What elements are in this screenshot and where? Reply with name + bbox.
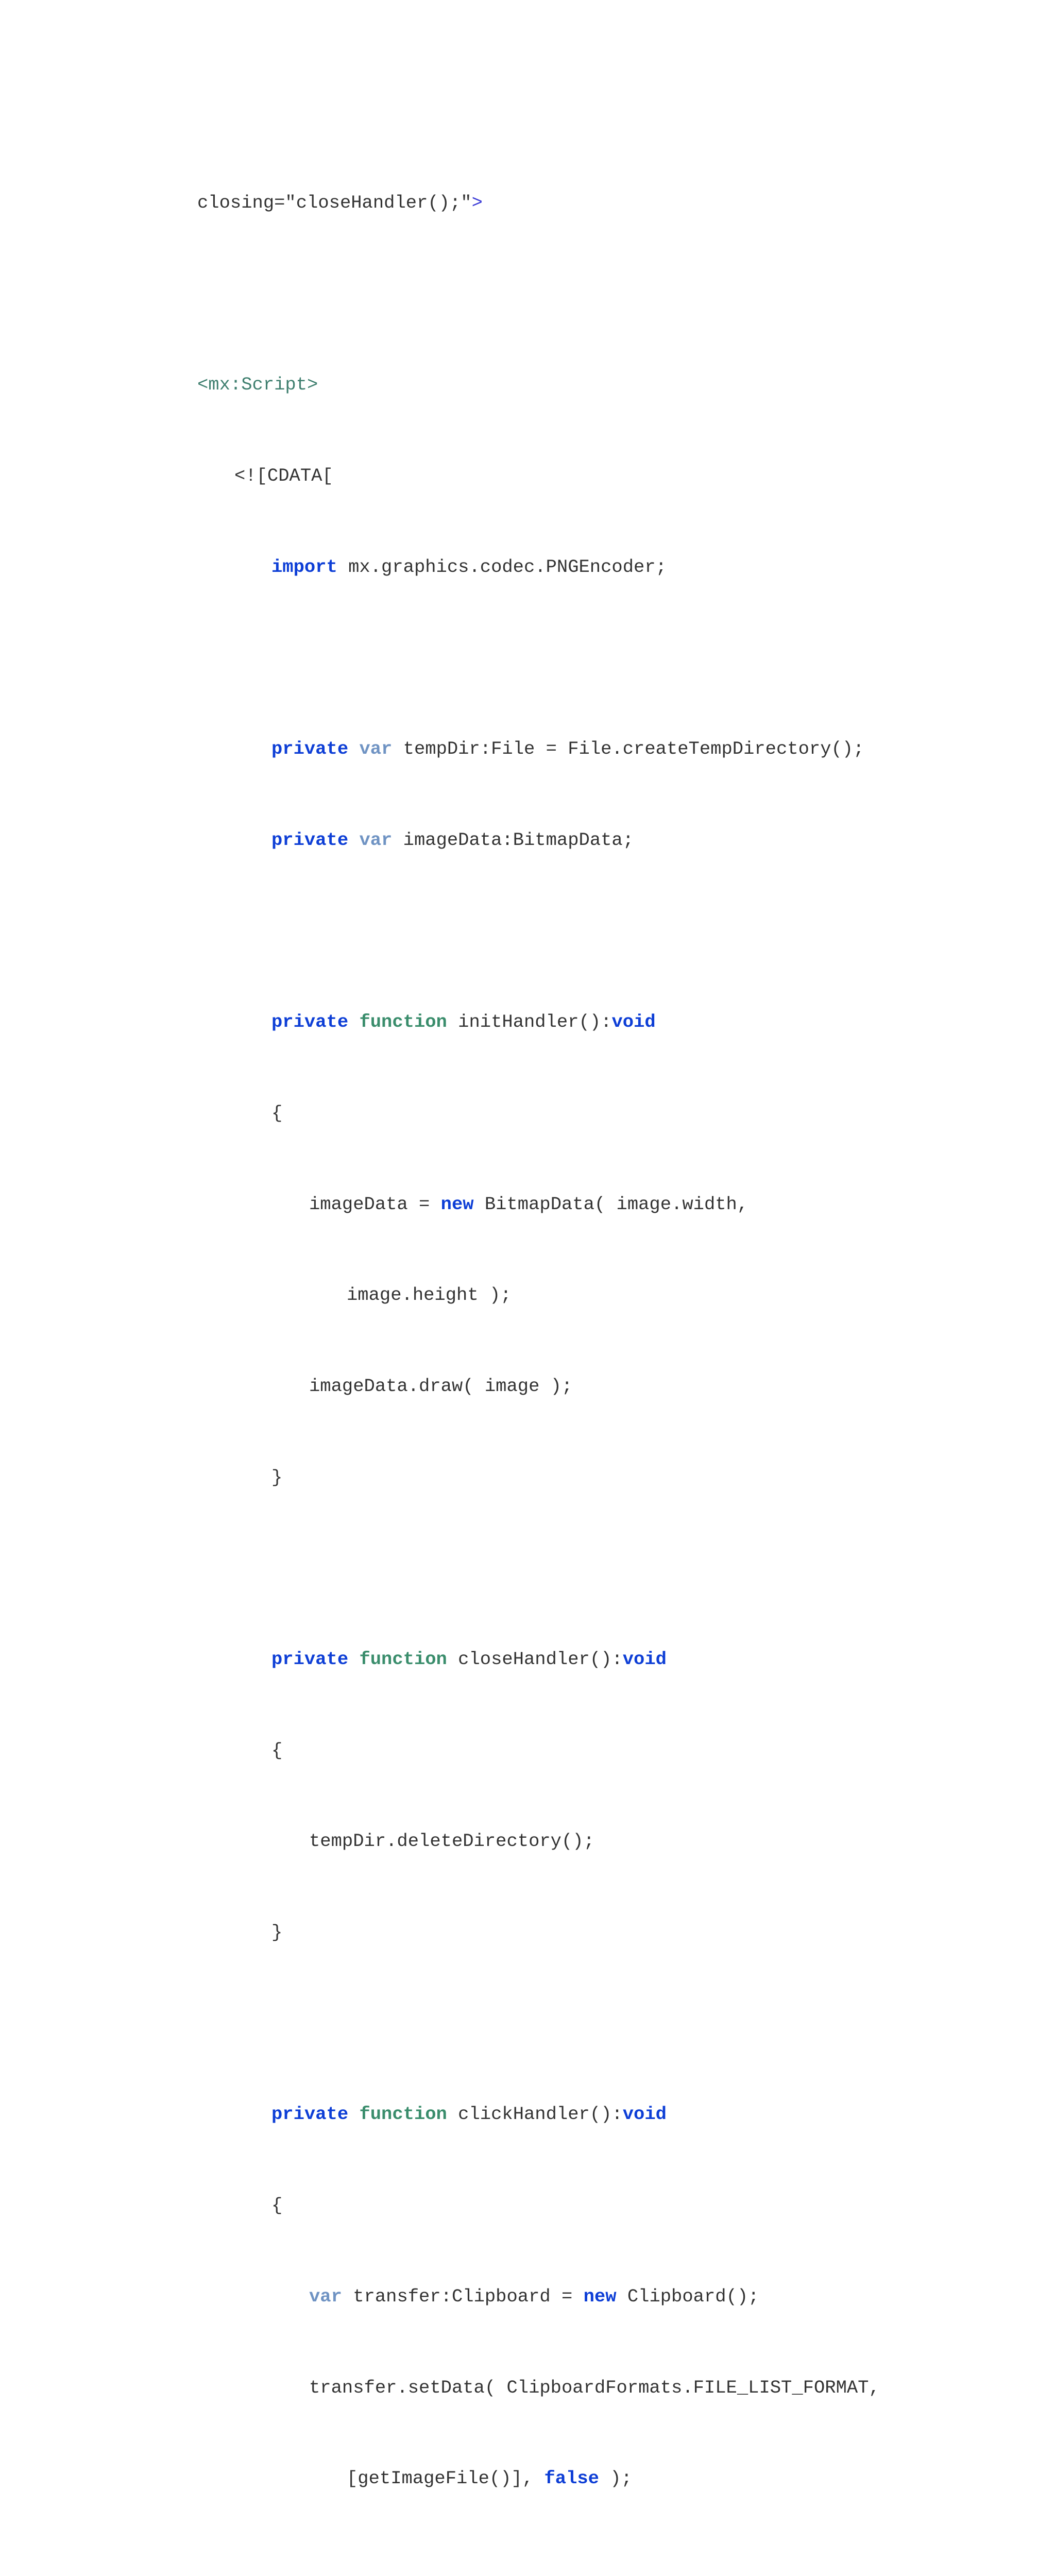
code-keyword: void xyxy=(622,1649,667,1670)
code-text: ); xyxy=(599,2468,632,2489)
code-keyword: var xyxy=(359,738,393,760)
code-tag: <mx:Script> xyxy=(197,374,318,396)
code-text: [getImageFile()], xyxy=(347,2468,544,2489)
code-line xyxy=(197,735,891,763)
code-keyword: new xyxy=(583,2285,617,2307)
code-line xyxy=(197,1191,891,1218)
code-text: { xyxy=(271,2195,283,2216)
code-keyword: function xyxy=(359,1649,447,1670)
code-text: imageData.draw( image ); xyxy=(309,1375,573,1397)
blank-line xyxy=(197,2556,891,2576)
code-line xyxy=(197,1827,891,1855)
blank-line xyxy=(197,644,891,672)
code-keyword: import xyxy=(271,556,337,578)
code-keyword: private xyxy=(271,2104,349,2125)
code-line xyxy=(197,1372,891,1400)
code-line xyxy=(197,2283,891,2311)
code-keyword: function xyxy=(359,1011,447,1033)
code-line xyxy=(197,2192,891,2219)
code-line xyxy=(197,1099,891,1127)
code-keyword: void xyxy=(622,2104,667,2125)
code-line xyxy=(197,826,891,854)
code-text: transfer:Clipboard = xyxy=(342,2285,584,2307)
code-line xyxy=(197,2374,891,2402)
code-keyword: private xyxy=(271,1649,349,1670)
code-line xyxy=(197,1646,891,1673)
code-text: } xyxy=(271,1922,283,1943)
code-text: imageData = xyxy=(309,1193,441,1215)
code-line xyxy=(197,2465,891,2493)
code-text: clickHandler(): xyxy=(447,2104,623,2125)
code-keyword: new xyxy=(440,1193,474,1215)
code-line xyxy=(197,2100,891,2128)
blank-line xyxy=(197,2010,891,2038)
code-text: } xyxy=(271,1466,283,1488)
code-keyword: private xyxy=(271,829,349,851)
code-text: closing="closeHandler();" xyxy=(197,192,472,213)
code-line xyxy=(197,1008,891,1036)
blank-line xyxy=(197,280,891,308)
blank-line xyxy=(197,1554,891,1582)
code-text: BitmapData( image.width, xyxy=(473,1193,748,1215)
code-line xyxy=(197,189,891,217)
code-keyword: false xyxy=(544,2468,599,2489)
code-text: initHandler(): xyxy=(447,1011,612,1033)
code-text: mx.graphics.codec.PNGEncoder; xyxy=(337,556,667,578)
code-text: Clipboard(); xyxy=(616,2285,759,2307)
code-text: tempDir.deleteDirectory(); xyxy=(309,1831,594,1852)
code-line xyxy=(197,1919,891,1946)
code-listing xyxy=(197,126,891,2576)
code-keyword: private xyxy=(271,738,349,760)
code-text: { xyxy=(271,1739,283,1761)
code-text: <![CDATA[ xyxy=(234,465,333,487)
code-text: tempDir:File = File.createTempDirectory(); xyxy=(392,738,864,760)
code-line xyxy=(197,1737,891,1765)
code-line xyxy=(197,1464,891,1492)
code-text: closeHandler(): xyxy=(447,1649,623,1670)
code-text: > xyxy=(471,192,483,213)
code-line xyxy=(197,553,891,581)
code-text: image.height ); xyxy=(347,1284,512,1306)
code-text: transfer.setData( ClipboardFormats.FILE_LIST_FORMAT, xyxy=(309,2377,880,2398)
code-line xyxy=(197,1281,891,1309)
code-text: { xyxy=(271,1102,283,1124)
blank-line xyxy=(197,918,891,945)
code-keyword: void xyxy=(611,1011,656,1033)
code-keyword: var xyxy=(309,2285,342,2307)
code-line xyxy=(197,371,891,399)
code-keyword: function xyxy=(359,2104,447,2125)
code-text: imageData:BitmapData; xyxy=(392,829,634,851)
code-keyword: private xyxy=(271,1011,349,1033)
code-line xyxy=(197,462,891,490)
code-keyword: var xyxy=(359,829,393,851)
